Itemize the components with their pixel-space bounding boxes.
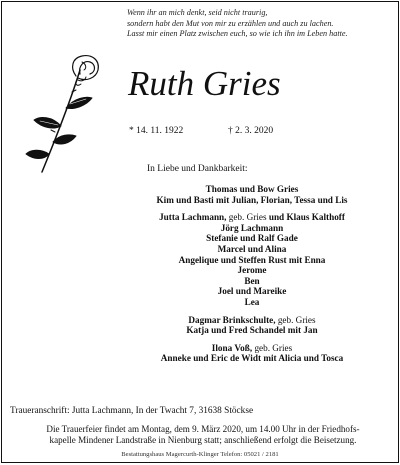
quote-line: Wenn ihr an mich denkt, seid nicht traurig, [127,8,268,17]
mourner-name: Ilona Voß, [211,342,253,353]
obituary-notice [1,1,399,463]
mourner-group [102,343,400,364]
maiden-name: geb. Gries [252,342,293,353]
mourner-group [102,184,400,205]
mourners-list [102,184,400,371]
mourning-address: Traueranschrift: Jutta Lachmann, In der Twacht 7, 31638 Stöckse [10,406,254,416]
mourner-line: Lea [244,296,260,307]
service-line: kapelle Mindener Landstraße in Nienburg statt; anschließend erfolgt die Beisetzung. [49,435,357,445]
mourner-line: Joel und Mareike [217,286,287,297]
mourner-line: Marcel und Alina [217,243,287,254]
memorial-quote [127,8,392,40]
quote-line: Lasst mir einen Platz zwischen euch, so wie ich ihn im Leben hatte. [127,29,348,39]
intro-text: In Liebe und Dankbarkeit: [147,164,248,174]
maiden-name: geb. Gries [275,314,316,325]
mourner-line [102,212,400,223]
mourner-name: und Klaus Kalthoff [268,212,345,223]
mourner-line: Jörg Lachmann [220,222,284,233]
funeral-service-info [10,424,396,446]
mourner-line: Katja und Fred Schandel mit Jan [186,325,318,336]
mourner-line: Ben [244,275,260,286]
mourner-line: Anneke und Eric de Widt mit Alicia und Tosca [160,353,344,364]
rose-icon [20,46,112,174]
funeral-home-contact: Bestattungshaus Magercurth-Klinger Telefon: 05021 / 2181 [121,451,279,458]
quote-line: sondern habt den Mut von mir zu erzählen und auch zu lachen. [127,18,334,28]
mourner-line [102,343,400,354]
death-date: † 2. 3. 2020 [228,126,274,136]
service-line: Die Trauerfeier findet am Montag, dem 9. März 2020, um 14.00 Uhr in der Friedhofs- [46,424,360,434]
mourner-line: Angelique und Steffen Rust mit Enna [178,254,326,265]
birth-date: * 14. 11. 1922 [129,126,184,136]
mourner-line: Thomas und Bow Gries [205,184,299,194]
mourner-line: Stefanie und Ralf Gade [206,233,298,244]
maiden-name: geb. Gries [226,212,269,223]
mourner-group [102,315,400,336]
mourner-line: Kim und Basti mit Julian, Florian, Tessa und Lis [156,194,348,205]
mourner-name: Dagmar Brinkschulte, [188,314,276,325]
mourner-group [102,212,400,307]
deceased-name: Ruth Gries [128,64,281,103]
mourner-name: Jutta Lachmann, [159,212,227,223]
mourner-line [102,315,400,326]
mourner-line: Jerome [237,265,267,276]
